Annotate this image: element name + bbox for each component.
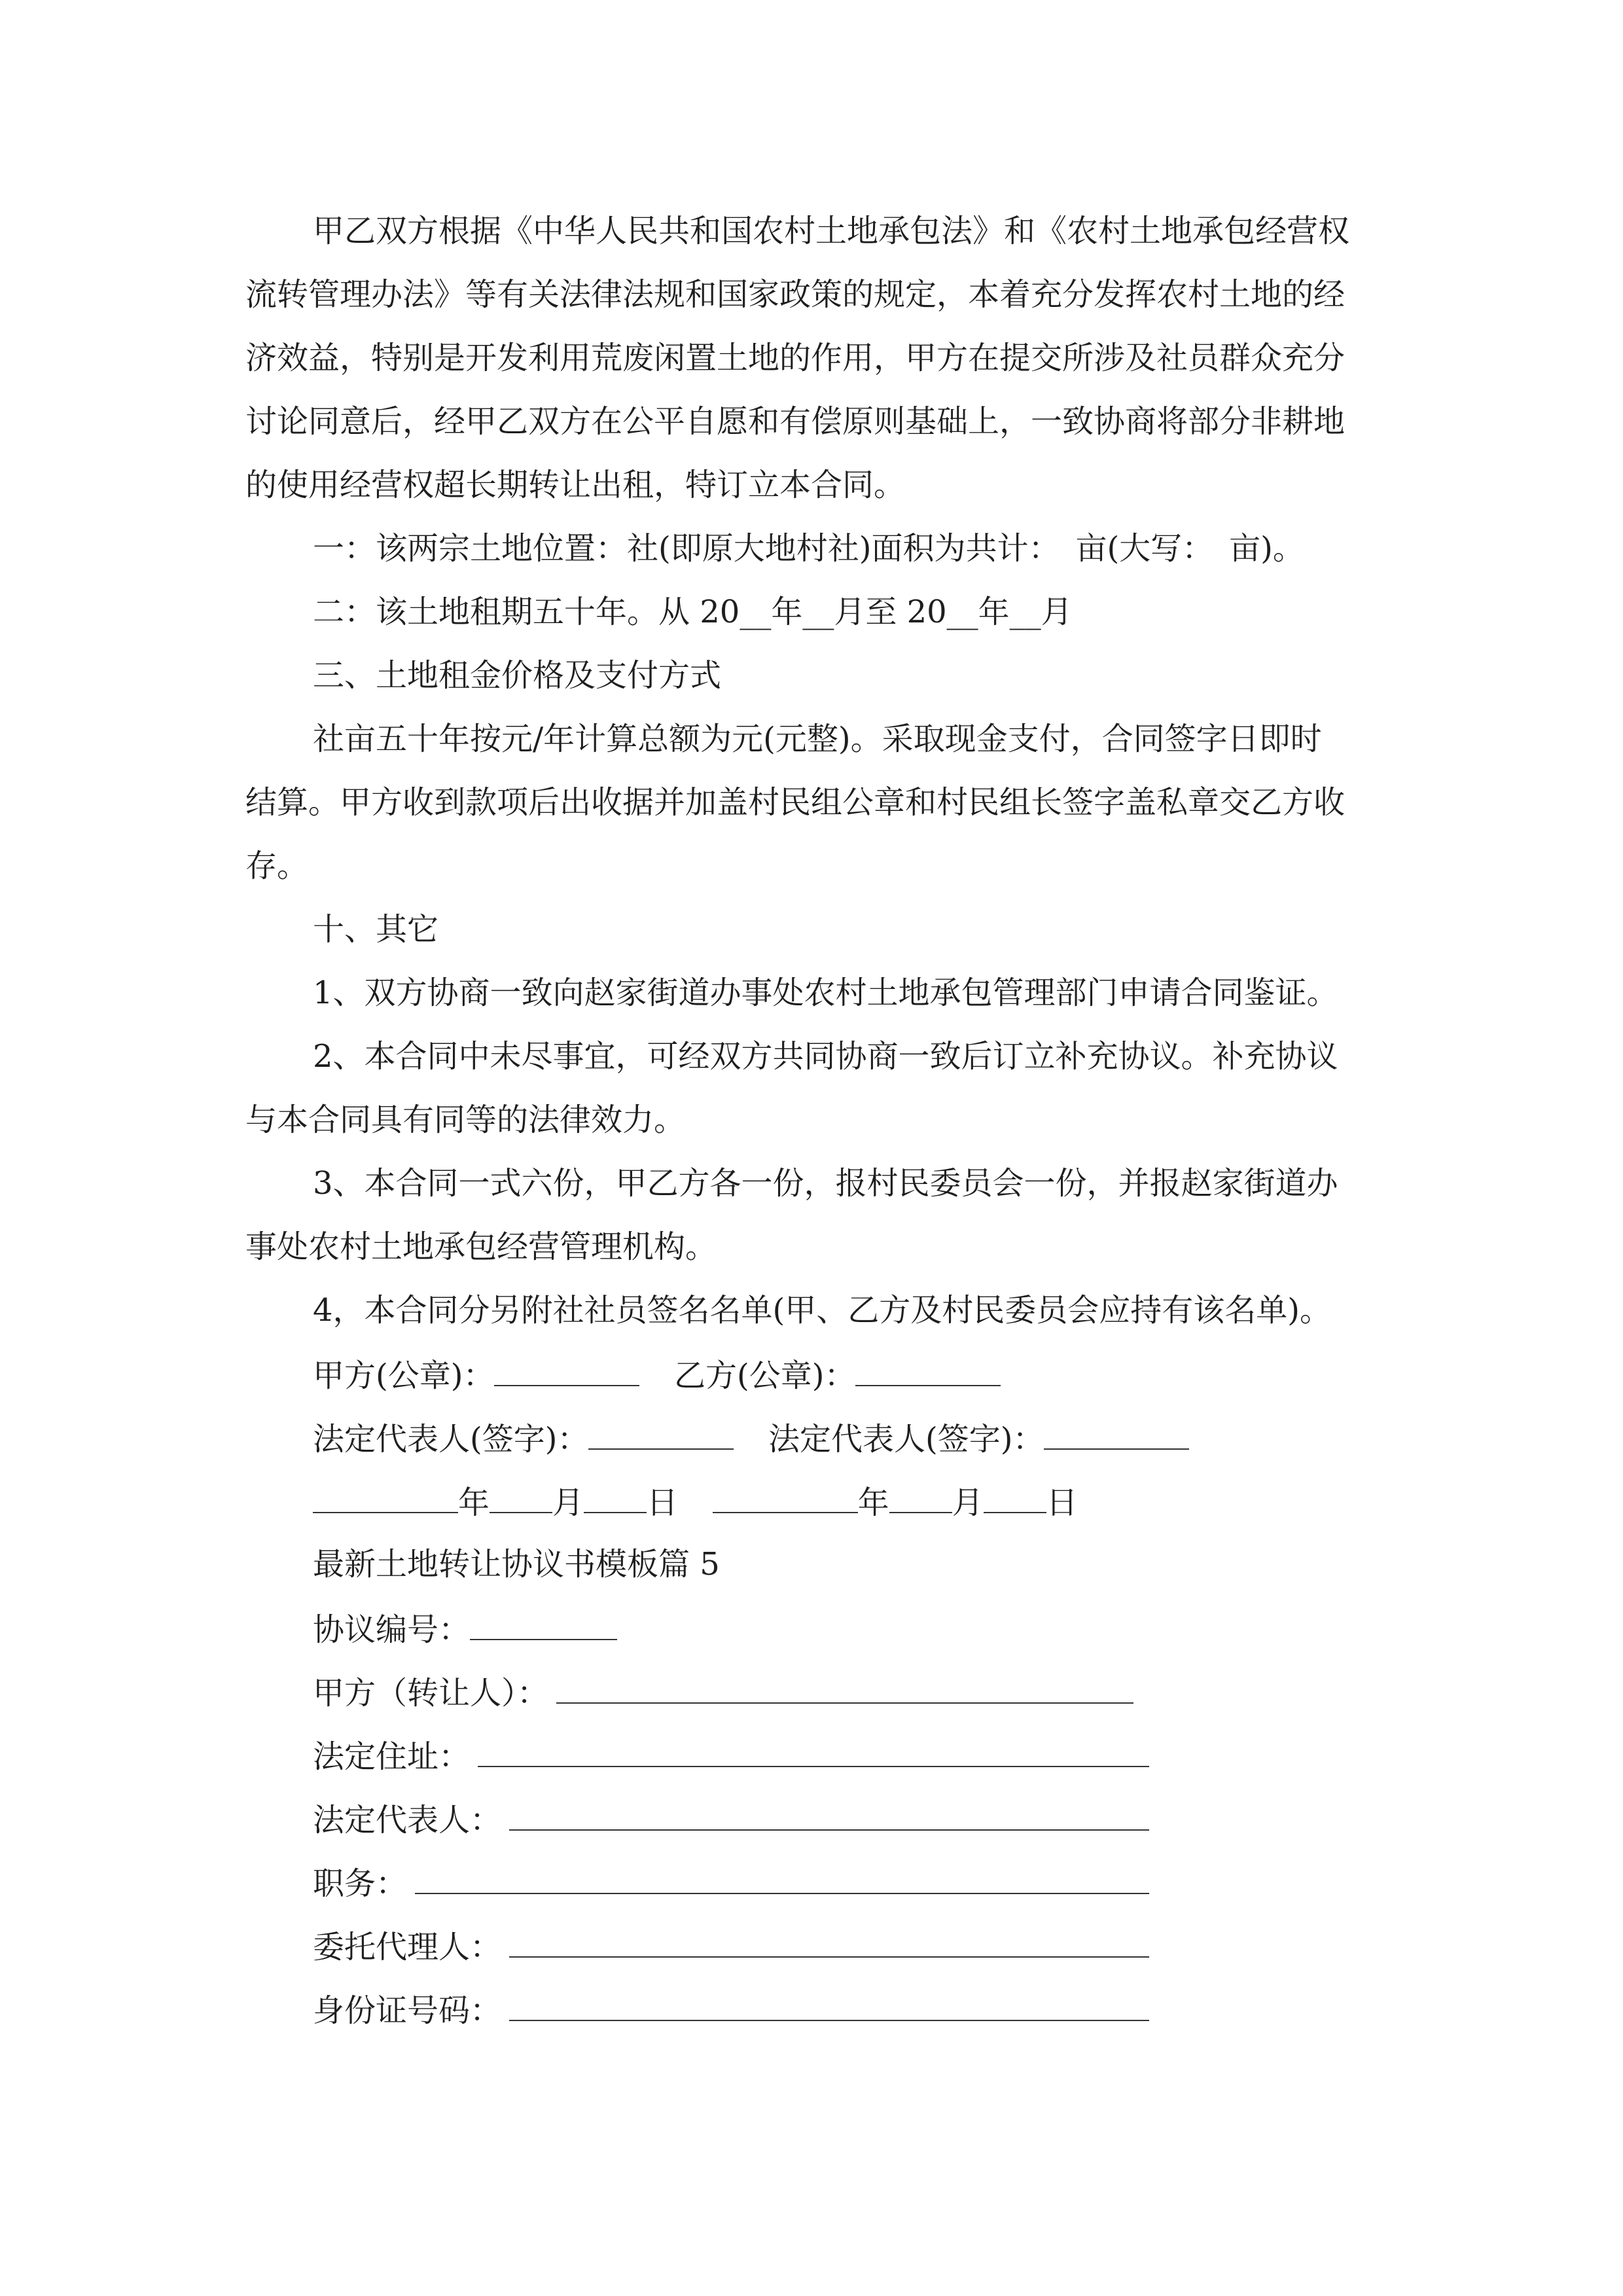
agreement-no-blank[interactable] [470, 1607, 617, 1640]
position-row [313, 1861, 1149, 1904]
agent-blank[interactable] [509, 1925, 1149, 1958]
id-no-blank[interactable] [509, 1988, 1149, 2021]
address-blank[interactable] [478, 1734, 1149, 1767]
party-a-label: 甲方（转让人）： [313, 1675, 549, 1712]
date-a-month-label: 月 [552, 1484, 584, 1521]
agreement-no-row [313, 1607, 617, 1650]
id-no-row [313, 1988, 1149, 2031]
date-b-day-label: 日 [1046, 1484, 1078, 1521]
date-b-year-blank[interactable] [713, 1480, 858, 1513]
item-4: 4，本合同分另附社社员签名名单(甲、乙方及村民委员会应持有该名单)。 [313, 1292, 1331, 1329]
date-a-day-label: 日 [647, 1484, 679, 1521]
intro-line-1: 甲乙双方根据《中华人民共和国农村土地承包法》和《农村土地承包经营权 [313, 213, 1350, 249]
address-label: 法定住址： [313, 1738, 471, 1775]
item-3-line-2: 事处农村土地承包经营管理机构。 [245, 1229, 717, 1265]
date-b-month-label: 月 [952, 1484, 984, 1521]
position-blank[interactable] [415, 1861, 1149, 1894]
party-a-seal-label: 甲方(公章)： [313, 1357, 495, 1394]
date-b-year-label: 年 [857, 1484, 889, 1521]
agent-row [313, 1925, 1149, 1967]
rep-b-label: 法定代表人(签字)： [768, 1421, 1044, 1458]
signature-date-row [313, 1480, 1078, 1523]
rep-a-label: 法定代表人(签字)： [313, 1421, 589, 1458]
legal-rep-blank[interactable] [509, 1798, 1149, 1831]
party-b-seal-label: 乙方(公章)： [674, 1357, 856, 1394]
item-2-line-1: 2、本合同中未尽事宜，可经双方共同协商一致后订立补充协议。补充协议 [313, 1038, 1338, 1075]
signature-rep-row [313, 1417, 1189, 1460]
address-row [313, 1734, 1149, 1777]
clause-3-line-3: 存。 [245, 848, 309, 884]
legal-rep-label: 法定代表人： [313, 1802, 502, 1839]
item-3-line-1: 3、本合同一式六份，甲乙方各一份，报村民委员会一份，并报赵家街道办 [313, 1165, 1338, 1202]
date-b-day-blank[interactable] [984, 1480, 1046, 1513]
intro-line-2: 流转管理办法》等有关法律法规和国家政策的规定，本着充分发挥农村土地的经 [245, 276, 1346, 313]
party-b-seal-blank[interactable] [855, 1354, 1001, 1386]
agreement-no-label: 协议编号： [313, 1611, 471, 1648]
date-a-year-label: 年 [458, 1484, 490, 1521]
party-a-blank[interactable] [556, 1671, 1133, 1704]
clause-3-line-2: 结算。甲方收到款项后出收据并加盖村民组公章和村民组长签字盖私章交乙方收 [245, 784, 1346, 821]
rep-b-blank[interactable] [1044, 1417, 1189, 1450]
clause-1: 一：该两宗土地位置：社(即原大地村社)面积为共计： 亩(大写： 亩)。 [313, 530, 1304, 567]
party-a-seal-blank[interactable] [494, 1354, 639, 1386]
item-2-line-2: 与本合同具有同等的法律效力。 [245, 1102, 686, 1138]
date-a-day-blank[interactable] [584, 1480, 647, 1513]
party-a-row [313, 1671, 1133, 1713]
intro-line-4: 讨论同意后，经甲乙双方在公平自愿和有偿原则基础上，一致协商将部分非耕地 [245, 403, 1346, 440]
item-1: 1、双方协商一致向赵家街道办事处农村土地承包管理部门申请合同鉴证。 [313, 975, 1338, 1011]
clause-10-title: 十、其它 [313, 911, 439, 948]
clause-3-title: 三、土地租金价格及支付方式 [313, 657, 722, 694]
clause-3-line-1: 社亩五十年按元/年计算总额为元(元整)。采取现金支付，合同签字日即时 [313, 721, 1322, 757]
intro-line-5: 的使用经营权超长期转让出租，特订立本合同。 [245, 467, 906, 503]
date-a-year-blank[interactable] [313, 1480, 458, 1513]
section-5-title: 最新土地转让协议书模板篇 5 [313, 1546, 720, 1583]
legal-rep-row [313, 1798, 1149, 1840]
id-no-label: 身份证号码： [313, 1992, 502, 2029]
date-a-month-blank[interactable] [490, 1480, 552, 1513]
intro-line-3: 济效益，特别是开发利用荒废闲置土地的作用，甲方在提交所涉及社员群众充分 [245, 340, 1346, 376]
clause-2: 二：该土地租期五十年。从 20__年__月至 20__年__月 [313, 594, 1073, 630]
rep-a-blank[interactable] [588, 1417, 734, 1450]
signature-seal-row [313, 1354, 1001, 1396]
position-label: 职务： [313, 1865, 408, 1902]
date-b-month-blank[interactable] [889, 1480, 952, 1513]
agent-label: 委托代理人： [313, 1929, 502, 1965]
